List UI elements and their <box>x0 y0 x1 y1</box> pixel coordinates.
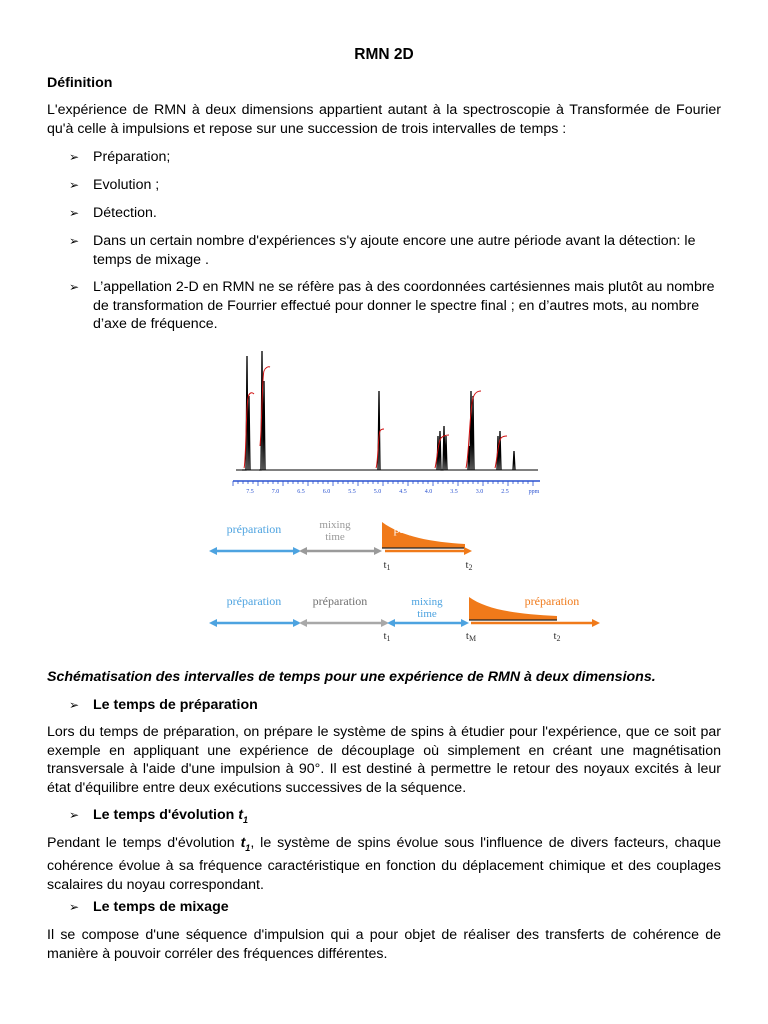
integral-curves <box>244 367 507 468</box>
ppm-tick-label: 6.0 <box>322 489 331 495</box>
spectrum-peaks <box>242 351 515 470</box>
nmr-spectrum-figure <box>228 336 548 496</box>
heading-evolution-time: ➢ Le temps d'évolution $t_1$ <box>69 807 249 825</box>
ppm-tick-labels <box>246 489 539 495</box>
ppm-tick-label: 3.5 <box>450 489 458 495</box>
arrow-bullet-icon: ➢ <box>69 900 80 914</box>
page-title: RMN 2D <box>354 46 414 63</box>
scheme1-mixing-label: mixing time <box>319 519 351 543</box>
scheme2-t1-label: t1 <box>383 630 391 643</box>
intro-paragraph: L'expérience de RMN à deux dimensions appartient autant à la spectroscopie à Transformée de Fourier qu'à celle à impulsions et repose sur une succession de trois intervalles de temps : <box>47 102 721 137</box>
arrow-bullet-icon: ➢ <box>69 234 80 248</box>
scheme2-tm-label: tM <box>465 630 477 643</box>
ppm-tick-label: 2.5 <box>501 489 509 495</box>
heading-mixing-time: ➢ Le temps de mixage <box>69 899 229 915</box>
scheme1-t2-label: t2 <box>465 559 473 572</box>
definition-heading: Définition <box>47 75 113 91</box>
scheme2-detection-label: préparation <box>524 594 580 608</box>
ppm-tick-label: 7.5 <box>246 489 254 495</box>
ppm-tick-label: 6.5 <box>297 489 305 495</box>
ppm-unit-label: ppm <box>528 489 540 495</box>
evolution-paragraph: Pendant le temps d'évolution $t_1$, le système de spins évolue sous l'influence de divers facteurs, chaque cohérence évolue à sa fréquence caractéristique en fonction du déplacement chimique et des couplages scalaires du noyau correspondant. <box>47 835 721 893</box>
arrow-bullet-icon: ➢ <box>69 206 80 220</box>
preparation-paragraph: Lors du temps de préparation, on prépare le système de spins à étudier pour l'expérience, que ce soit par exemple en appliquant une expérience de découplage où simplement en créant une magnétisation transversale à l'aide d'une impulsion à 90°. Il est destiné à permettre le retour des noyaux excités à leur état d'équilibre entre deux exécutions successives de la séquence. <box>47 724 721 796</box>
bullet-evolution: ➢ Evolution ; <box>69 177 160 193</box>
ppm-tick-label: 4.0 <box>424 489 433 495</box>
arrow-bullet-icon: ➢ <box>69 178 80 192</box>
scheme2-mixing-label: mixing time <box>411 596 443 620</box>
scheme2-t2-label: t2 <box>553 630 561 643</box>
scheme1-preparation-label: préparation <box>226 522 282 536</box>
bullet-2d-meaning: ➢ L’appellation 2-D en RMN ne se réfère pas à des coordonnées cartésiennes mais plutôt au nombre de transformation de Fourrier effectué pour donner le spectre final ; en d’autres mots, au nombre d’axe de fréquence. <box>69 279 715 332</box>
scheme2-preparation-label: préparation <box>226 594 282 608</box>
timing-scheme-1 <box>207 512 627 574</box>
scheme1-t1-label: t1 <box>383 559 391 572</box>
arrow-bullet-icon: ➢ <box>69 150 80 164</box>
scheme2-evolution-label: préparation <box>312 594 368 608</box>
ppm-tick-label: 5.5 <box>348 489 356 495</box>
figure-caption: Schématisation des intervalles de temps pour une expérience de RMN à deux dimensions. <box>47 669 656 685</box>
bullet-detection: ➢ Détection. <box>69 205 157 221</box>
bullet-mixing: ➢ Dans un certain nombre d'expériences s'y ajoute encore une autre période avant la détection: le temps de mixage . <box>69 233 696 268</box>
arrow-bullet-icon: ➢ <box>69 808 80 822</box>
arrow-bullet-icon: ➢ <box>69 698 80 712</box>
timing-scheme-2 <box>207 590 627 646</box>
ppm-tick-label: 4.5 <box>399 489 407 495</box>
mixing-paragraph: Il se compose d'une séquence d'impulsion qui a pour objet de réaliser des transferts de cohérence de manière à pouvoir corréler des fréquences différentes. <box>47 927 721 962</box>
arrow-bullet-icon: ➢ <box>69 280 80 294</box>
heading-preparation-time: ➢ Le temps de préparation <box>69 697 258 713</box>
ppm-tick-label: 5.0 <box>373 489 382 495</box>
ppm-tick-label: 3.0 <box>475 489 484 495</box>
ppm-tick-label: 7.0 <box>271 489 280 495</box>
bullet-preparation: ➢ Préparation; <box>69 149 171 165</box>
scheme1-detection-label: préparation <box>393 522 449 536</box>
